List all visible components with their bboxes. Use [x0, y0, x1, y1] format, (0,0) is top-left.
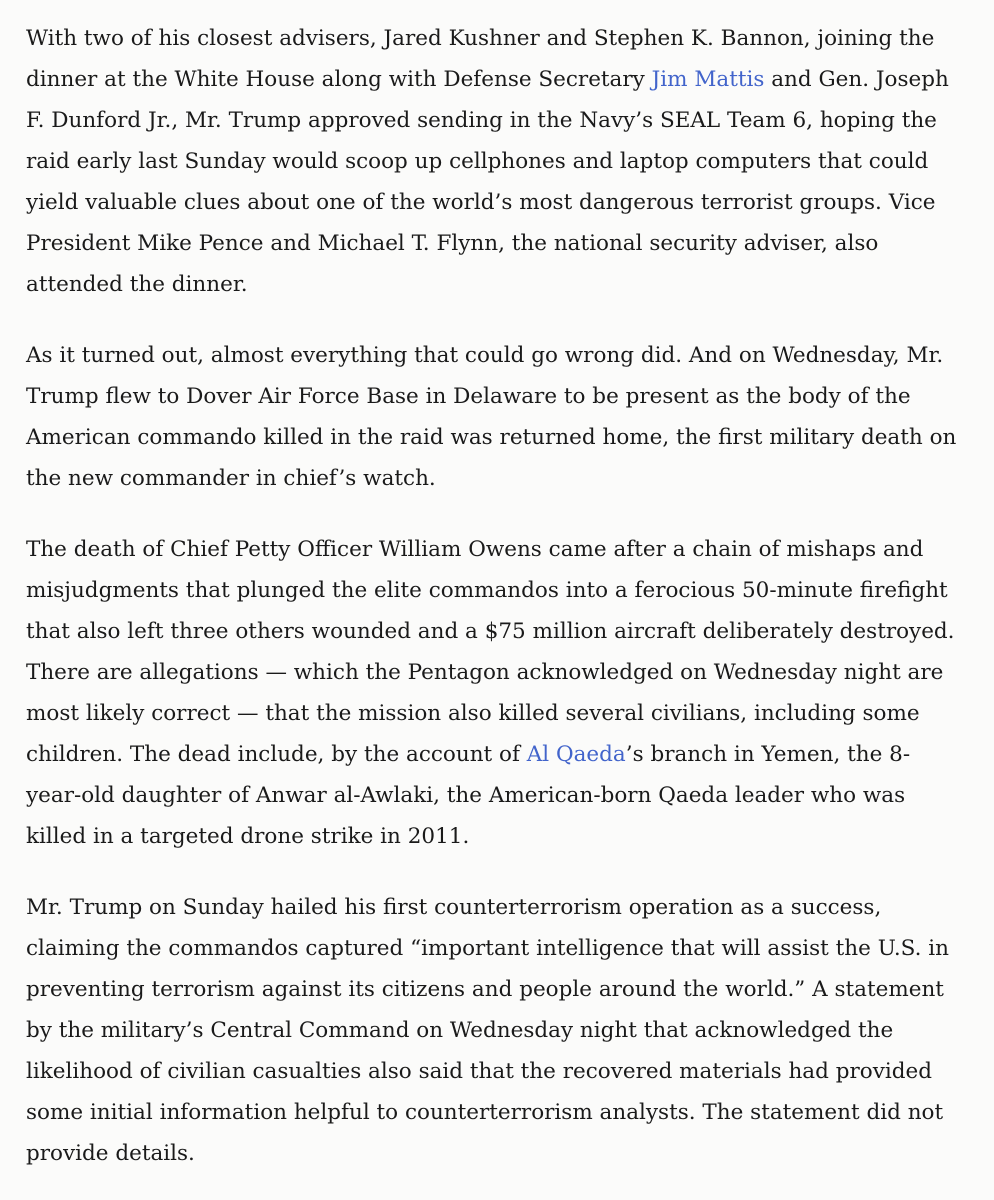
paragraph-1-text-after: and Gen. Joseph F. Dunford Jr., Mr. Trump approved sending in the Navy’s SEAL Team 6, hoping the raid early last Sunday would scoop up cellphones and laptop computers that could yield valuable clues about one of the world’s most dangerous terrorist groups. Vice President Mike Pence and Michael T. Flynn, the national security adviser, also attended the dinner. — [26, 67, 949, 297]
paragraph-4: Mr. Trump on Sunday hailed his first counterterrorism operation as a success, claiming the commandos captured “important intelligence that will assist the U.S. in preventing terrorism against its citizens and people around the world.” A statement by the military’s Central Command on Wednesday night that acknowledged the likelihood of civilian casualties also said that the recovered materials had provided some initial information helpful to counterterrorism analysts. The statement did not provide details. — [26, 895, 950, 1166]
paragraph-3-text-after: ’s branch in Yemen, the 8-year-old daughter of Anwar al-Awlaki, the American-born Qaeda leader who was killed in a targeted drone strike in 2011. — [26, 742, 911, 849]
al-qaeda-link[interactable]: Al Qaeda — [526, 742, 626, 767]
paragraph-3 — [26, 529, 962, 857]
paragraph-3-text-before: The death of Chief Petty Officer William Owens came after a chain of mishaps and misjudgments that plunged the elite commandos into a ferocious 50-minute firefight that also left three others wounded and a $75 million aircraft deliberately destroyed. There are allegations — which the Pentagon acknowledged on Wednesday night are most likely correct — that the mission also killed several civilians, including some children. The dead include, by the account of — [26, 537, 955, 767]
jim-mattis-link[interactable]: Jim Mattis — [651, 67, 765, 92]
paragraph-2: As it turned out, almost everything that could go wrong did. And on Wednesday, Mr. Trump flew to Dover Air Force Base in Delaware to be present as the body of the American commando killed in the raid was returned home, the first military death on the new commander in chief’s watch. — [26, 343, 957, 491]
paragraph-1 — [26, 18, 962, 305]
paragraph-1-text-before: With two of his closest advisers, Jared Kushner and Stephen K. Bannon, joining the dinner at the White House along with Defense Secretary — [26, 26, 935, 92]
